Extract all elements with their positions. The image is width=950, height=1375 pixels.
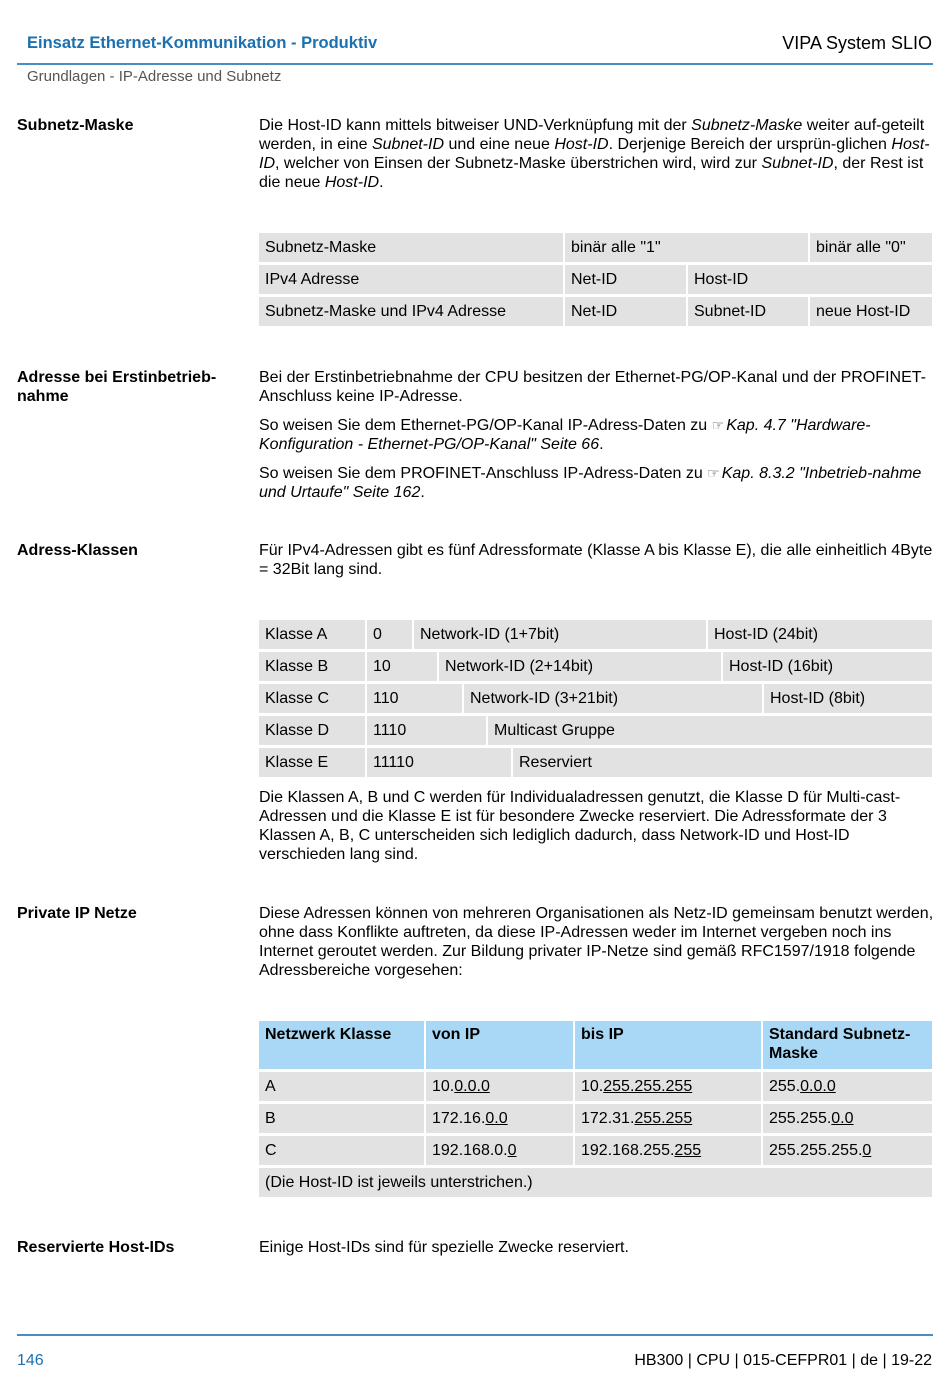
italic-term: Subnet-ID <box>371 136 445 153</box>
address-classes-table <box>259 620 932 780</box>
italic-term: Host-ID <box>324 174 380 191</box>
table-cell: Reserviert <box>513 748 932 777</box>
profinet-paragraph <box>259 464 934 502</box>
table-cell: binär alle "0" <box>810 233 932 262</box>
table-cell: Klasse A <box>259 620 365 649</box>
address-classes-intro: Für IPv4-Adressen gibt es fünf Adressformate (Klasse A bis Klasse E), die alle einheitlich 4Byte = 32Bit lang sind. <box>259 542 933 578</box>
table-row <box>259 1072 932 1101</box>
italic-term: Host-ID <box>259 136 930 172</box>
table-cell: Subnetz-Maske <box>259 233 563 262</box>
text-segment: weiter auf-geteilt werden, in eine <box>259 117 925 153</box>
table-cell: neue Host-ID <box>810 297 932 326</box>
table-cell: Host-ID (8bit) <box>764 684 932 713</box>
text-segment: . <box>379 174 384 191</box>
table-cell: Network-ID (1+7bit) <box>414 620 706 649</box>
table-cell: 255.255.255.0 <box>763 1136 932 1165</box>
table-cell: 192.168.255.255 <box>575 1136 761 1165</box>
reserved-host-ids-heading: Reservierte Host-IDs <box>17 1239 175 1256</box>
private-ip-table <box>259 1021 932 1200</box>
italic-term: Host-ID <box>554 136 609 153</box>
table-cell: Klasse C <box>259 684 365 713</box>
text-segment: , welcher von Einsen der Subnetz-Maske überstrichen wird, wird zur <box>275 155 762 172</box>
pg-op-paragraph <box>259 416 934 454</box>
footer-divider <box>17 1334 933 1336</box>
table-note-row <box>259 1168 932 1197</box>
table-cell: binär alle "1" <box>565 233 808 262</box>
table-row <box>259 684 932 713</box>
table-cell: Klasse D <box>259 716 365 745</box>
subnet-mask-heading: Subnetz-Maske <box>17 117 134 134</box>
table-cell: A <box>259 1072 424 1101</box>
page-number: 146 <box>17 1352 44 1369</box>
italic-term: Subnetz-Maske <box>691 117 803 134</box>
first-start-heading: Adresse bei Erstinbetrieb-nahme <box>17 369 217 405</box>
table-cell: B <box>259 1104 424 1133</box>
table-cell: 255.255.0.0 <box>763 1104 932 1133</box>
table-header-cell: Netzwerk Klasse <box>259 1021 424 1069</box>
table-row <box>259 297 932 326</box>
profinet-link[interactable]: Kap. 8.3.2 "Inbetrieb-nahme und Urtaufe" Seite 162 <box>259 465 922 501</box>
reserved-host-ids-paragraph: Einige Host-IDs sind für spezielle Zwecke reserviert. <box>259 1239 629 1256</box>
table-cell: C <box>259 1136 424 1165</box>
table-cell: Network-ID (3+21bit) <box>464 684 762 713</box>
document-id: HB300 | CPU | 015-CEFPR01 | de | 19-22 <box>634 1352 932 1369</box>
table-cell: Subnetz-Maske und IPv4 Adresse <box>259 297 563 326</box>
table-note: (Die Host-ID ist jeweils unterstrichen.) <box>259 1168 932 1197</box>
table-cell: Network-ID (2+14bit) <box>439 652 721 681</box>
first-start-section <box>259 368 934 512</box>
table-header-row <box>259 1021 932 1069</box>
table-cell: 10 <box>367 652 437 681</box>
table-cell: Host-ID (24bit) <box>708 620 932 649</box>
table-cell: 11110 <box>367 748 511 777</box>
hand-pointer-icon: ☞ <box>711 417 725 433</box>
table-cell: 10.0.0.0 <box>426 1072 573 1101</box>
table-cell: 110 <box>367 684 462 713</box>
table-row <box>259 716 932 745</box>
table-cell: 10.255.255.255 <box>575 1072 761 1101</box>
table-cell: 1110 <box>367 716 486 745</box>
private-ip-heading: Private IP Netze <box>17 905 137 922</box>
table-cell: Subnet-ID <box>688 297 808 326</box>
table-cell: 255.0.0.0 <box>763 1072 932 1101</box>
period: . <box>599 436 604 453</box>
host-id: 0 <box>862 1142 872 1159</box>
subnet-mask-table <box>259 233 932 329</box>
text-segment: . Derjenige Bereich der ursprün-glichen <box>608 136 892 153</box>
table-cell: 172.31.255.255 <box>575 1104 761 1133</box>
period: . <box>420 484 425 501</box>
host-id: 0.0 <box>485 1110 508 1127</box>
table-cell: 172.16.0.0 <box>426 1104 573 1133</box>
table-cell: 0 <box>367 620 412 649</box>
subnet-mask-paragraph <box>259 116 934 192</box>
host-id: 0.0.0 <box>454 1078 490 1095</box>
profinet-text: So weisen Sie dem PROFINET-Anschluss IP-Adress-Daten zu <box>259 465 708 482</box>
table-cell: Net-ID <box>565 265 686 294</box>
table-row <box>259 1104 932 1133</box>
text-segment: und eine neue <box>444 136 555 153</box>
pg-op-text: So weisen Sie dem Ethernet-PG/OP-Kanal IP-Adress-Daten zu <box>259 417 712 434</box>
chapter-title: Einsatz Ethernet-Kommunikation - Produktiv <box>27 34 378 52</box>
table-row <box>259 748 932 777</box>
address-classes-heading: Adress-Klassen <box>17 542 138 559</box>
table-cell: Klasse E <box>259 748 365 777</box>
host-id: 0 <box>507 1142 517 1159</box>
italic-term: Subnet-ID <box>761 155 834 172</box>
table-cell: IPv4 Adresse <box>259 265 563 294</box>
table-header-cell: Standard Subnetz-Maske <box>763 1021 932 1069</box>
table-row <box>259 233 932 262</box>
pg-op-link[interactable]: Kap. 4.7 "Hardware-Konfiguration - Ethernet-PG/OP-Kanal" Seite 66 <box>259 417 871 453</box>
private-ip-paragraph: Diese Adressen können von mehreren Organisationen als Netz-ID gemeinsam benutzt werden, ohne dass Konflikte auftreten, da diese IP-Adressen weder im Internet vergeben noch ins Internet geroutet werden. Zur Bildung privater IP-Netze sind gemäß RFC1597/1918 folgende Adressbereiche vorgesehen: <box>259 905 934 979</box>
hand-pointer-icon: ☞ <box>707 465 720 481</box>
table-cell: Host-ID <box>688 265 932 294</box>
host-id: 255 <box>674 1142 702 1159</box>
table-row <box>259 652 932 681</box>
table-header-cell: bis IP <box>575 1021 761 1069</box>
table-header-cell: von IP <box>426 1021 573 1069</box>
host-id: 0.0 <box>831 1110 854 1127</box>
text-segment: , der Rest ist die neue <box>259 155 924 191</box>
product-title: VIPA System SLIO <box>782 33 932 53</box>
table-row <box>259 1136 932 1165</box>
table-cell: Net-ID <box>565 297 686 326</box>
text-segment: Die Host-ID kann mittels bitweiser UND-Verknüpfung mit der <box>259 117 692 134</box>
first-start-paragraph: Bei der Erstinbetriebnahme der CPU besitzen der Ethernet-PG/OP-Kanal und der PROFINET-Anschluss keine IP-Adresse. <box>259 369 926 405</box>
table-cell: Host-ID (16bit) <box>723 652 932 681</box>
address-classes-outro: Die Klassen A, B und C werden für Individualadressen genutzt, die Klasse D für Multi-cast-Adressen und die Klasse E ist für besondere Zwecke reserviert. Die Adressformate der 3 Klassen A, B, C unterscheiden sich lediglich dadurch, dass Network-ID und Host-ID verschieden lang sind. <box>259 789 901 863</box>
host-id: 255.255 <box>634 1110 693 1127</box>
table-row <box>259 620 932 649</box>
section-title: Grundlagen - IP-Adresse und Subnetz <box>27 68 282 85</box>
table-row <box>259 265 932 294</box>
header-divider <box>17 63 933 65</box>
table-cell: 192.168.0.0 <box>426 1136 573 1165</box>
host-id: 255.255.255 <box>603 1078 693 1095</box>
table-cell: Multicast Gruppe <box>488 716 932 745</box>
host-id: 0.0.0 <box>800 1078 836 1095</box>
table-cell: Klasse B <box>259 652 365 681</box>
